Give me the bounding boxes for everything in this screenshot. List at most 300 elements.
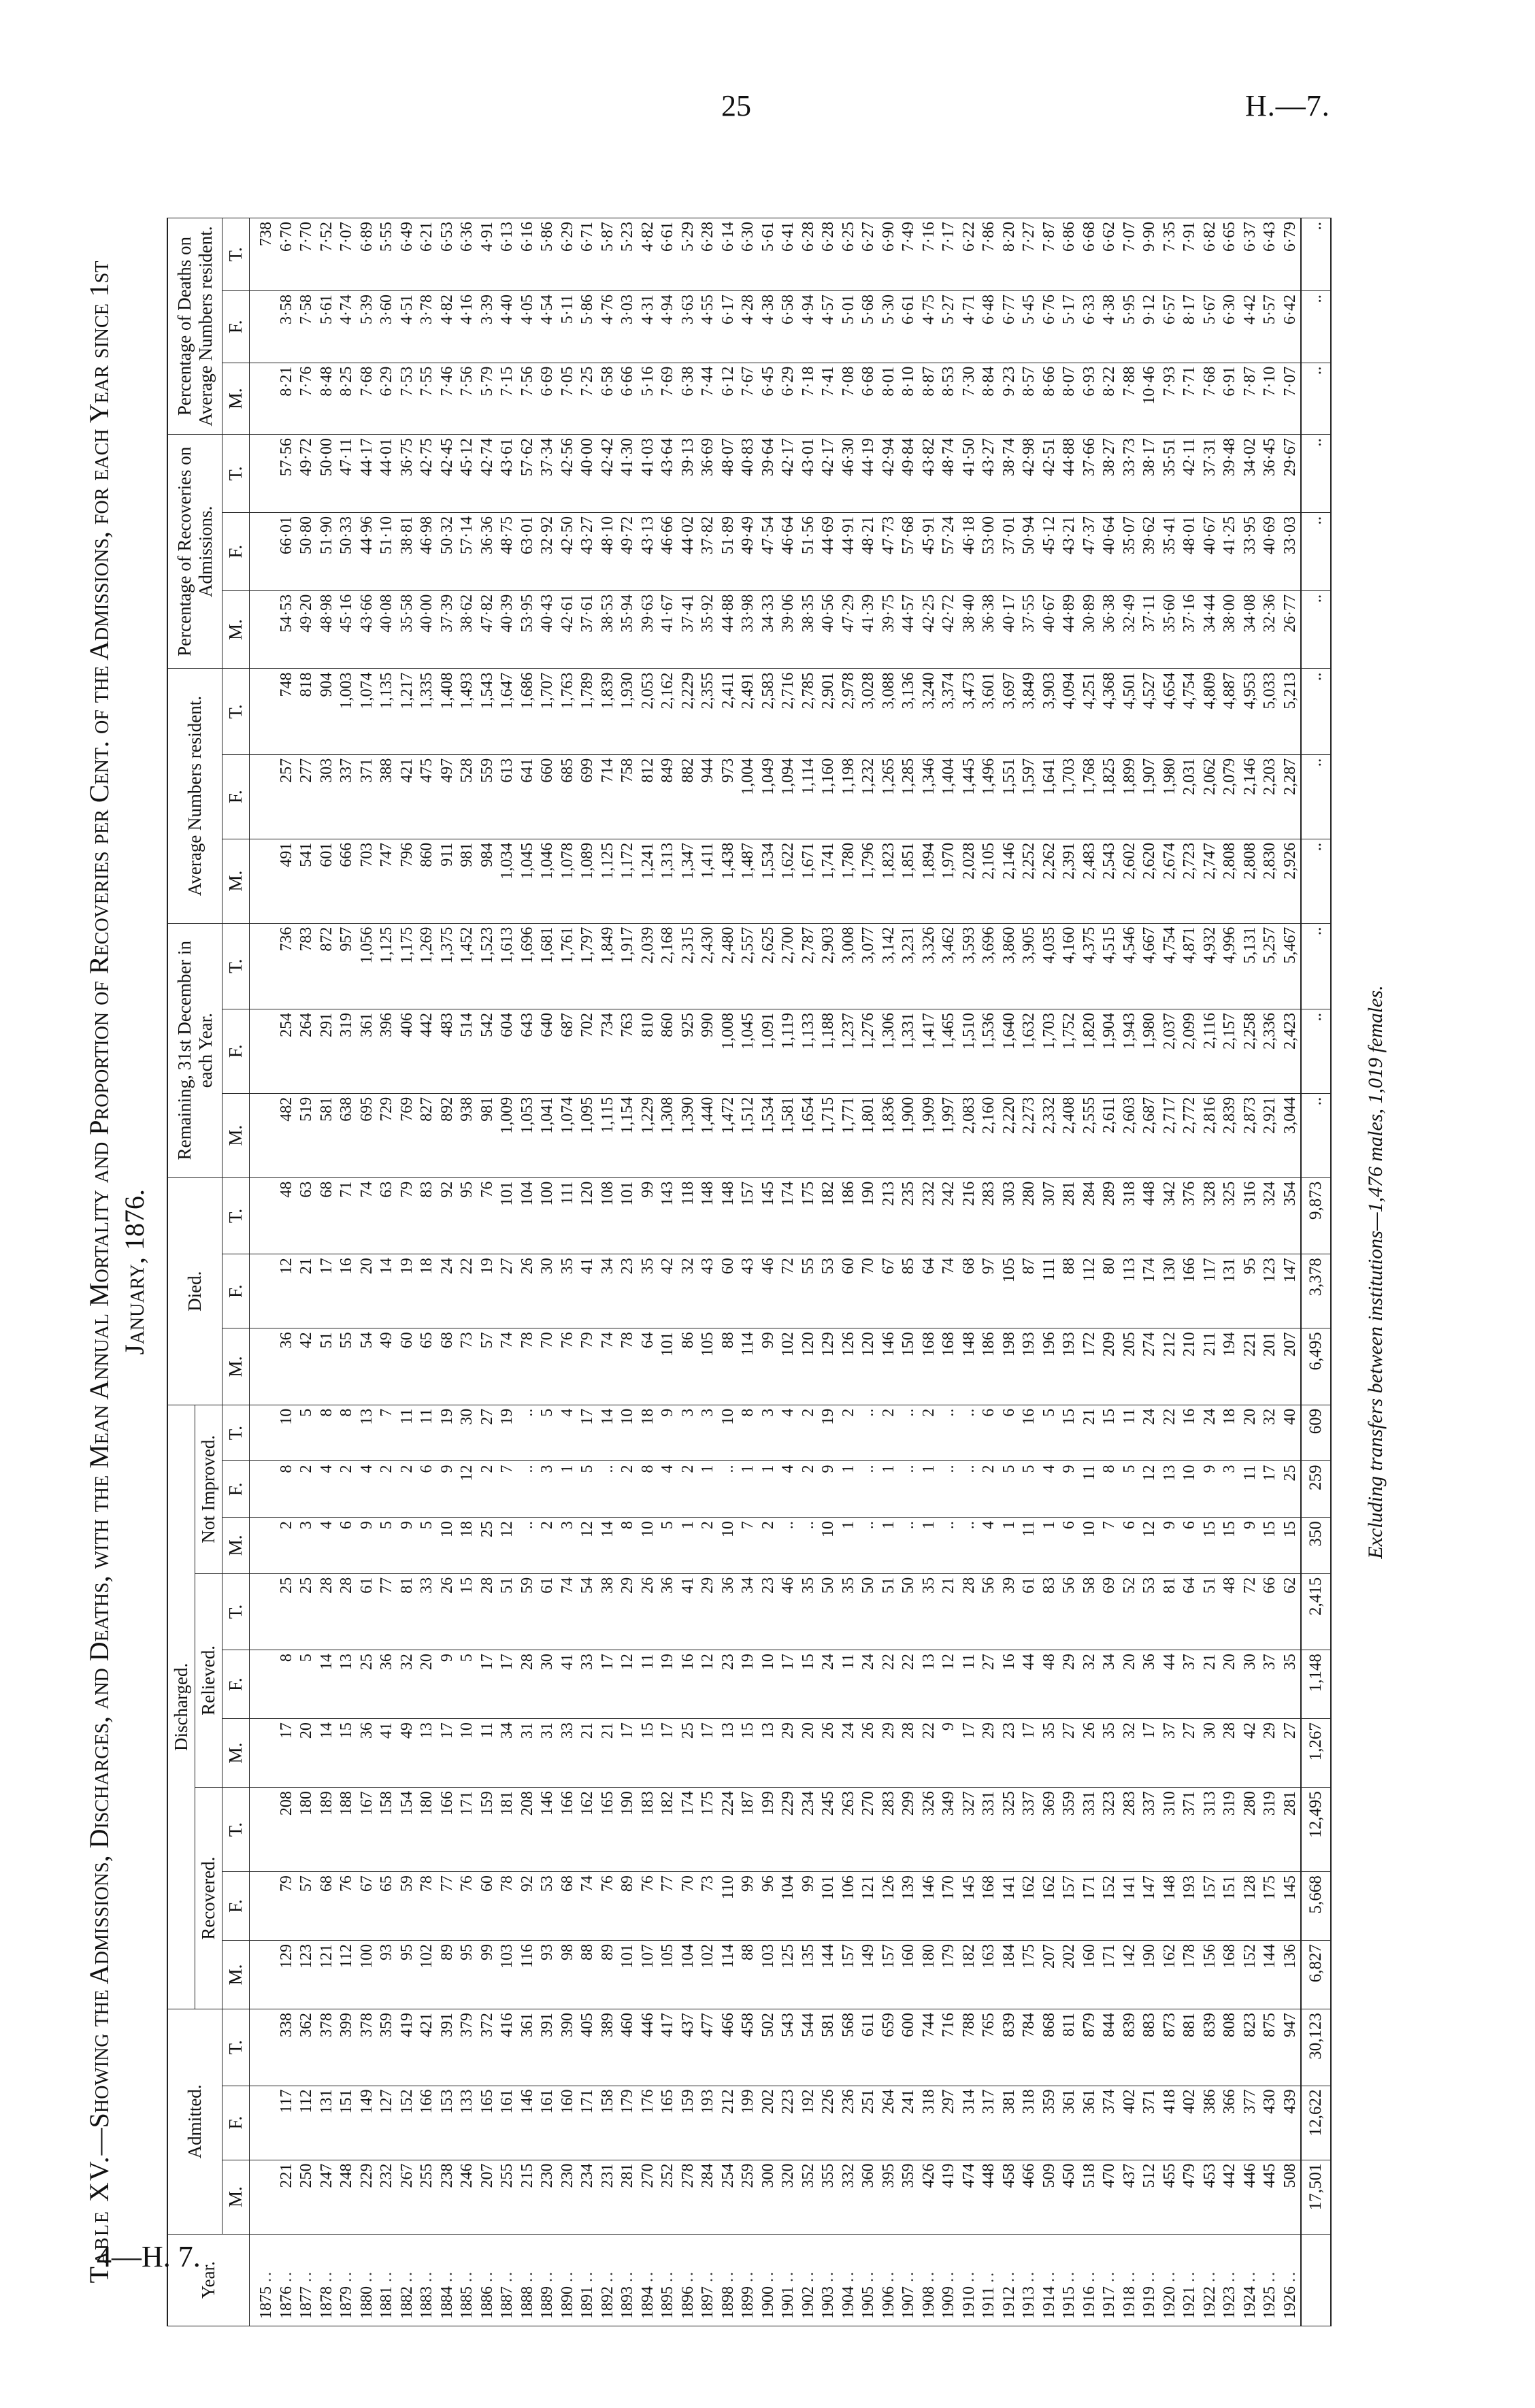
table-cell: 6·21 [417, 218, 438, 291]
table-cell: 16 [678, 1650, 699, 1719]
table-cell: 221 [1240, 1328, 1261, 1405]
table-cell: 241 [899, 2086, 919, 2160]
table-cell: 21 [578, 1719, 598, 1788]
table-cell: 36·75 [397, 435, 418, 513]
table-cell: 76 [558, 1328, 578, 1405]
table-cell: 11 [638, 1650, 659, 1719]
table-cell: 1,823 [879, 839, 899, 923]
table-cell: 46 [759, 1254, 779, 1328]
table-cell: 54 [357, 1328, 378, 1405]
table-cell: 4 [357, 1461, 378, 1518]
table-cell: 839 [1000, 2009, 1020, 2086]
year-cell [438, 2234, 458, 2326]
table-cell: 4,160 [1059, 923, 1080, 1009]
table-cell: 235 [899, 1177, 919, 1254]
year-cell [778, 2234, 799, 2326]
table-row [899, 218, 919, 2326]
table-cell: 49·49 [738, 512, 759, 590]
table-cell: 212 [1160, 1328, 1181, 1405]
table-cell: .. [899, 1518, 919, 1574]
table-cell: 144 [819, 1941, 839, 2009]
table-cell: 1,632 [1019, 1009, 1040, 1093]
table-cell: 62 [1281, 1573, 1302, 1650]
header-recovered: Recovered. [195, 1788, 222, 2009]
table-cell: 24 [819, 1650, 839, 1719]
year-value: 1922 [1200, 2286, 1219, 2319]
table-cell: .. [719, 1461, 739, 1518]
table-cell: 103 [759, 1941, 779, 2009]
year-cell [859, 2234, 879, 2326]
table-cell: 7·91 [1180, 218, 1200, 291]
table-cell: 439 [1281, 2086, 1302, 2160]
table-cell: 26 [819, 1719, 839, 1788]
table-cell: 543 [778, 2009, 799, 2086]
table-cell: 765 [979, 2009, 1000, 2086]
year-cell [1281, 2234, 1302, 2326]
table-cell: 389 [598, 2009, 618, 2086]
table-cell: 117 [1200, 1254, 1221, 1328]
table-cell: 1,346 [919, 754, 940, 839]
table-cell: 63·01 [518, 512, 538, 590]
table-cell: 44·57 [899, 590, 919, 669]
year-value: 1891 [578, 2286, 596, 2319]
leader-dots: .. [498, 2270, 516, 2282]
table-cell: 442 [1220, 2160, 1240, 2234]
table-cell: 784 [1019, 2009, 1040, 2086]
table-cell: 78 [497, 1872, 518, 1941]
table-cell: 46·98 [417, 512, 438, 590]
leader-dots: .. [1221, 2270, 1238, 2282]
table-cell: 4 [558, 1405, 578, 1461]
table-cell: 6·69 [538, 363, 558, 435]
table-cell: 3,860 [1000, 923, 1020, 1009]
table-cell: 810 [638, 1009, 659, 1093]
leader-dots: .. [759, 2270, 777, 2282]
table-cell: 105 [658, 1941, 678, 2009]
table-cell: 36·45 [1260, 435, 1281, 513]
table-cell: 13 [759, 1719, 779, 1788]
table-cell: 61 [357, 1573, 378, 1650]
table-row [738, 218, 759, 2326]
table-cell: 327 [959, 1788, 980, 1872]
year-value: 1915 [1060, 2286, 1078, 2319]
table-cell: 231 [598, 2160, 618, 2234]
table-cell: 42·56 [558, 435, 578, 513]
table-cell: 77 [658, 1872, 678, 1941]
year-cell [658, 2234, 678, 2326]
table-row [1220, 218, 1240, 2326]
table-cell: 34·33 [759, 590, 779, 669]
table-cell: 4,932 [1200, 923, 1221, 1009]
table-cell: 78 [618, 1328, 638, 1405]
table-cell: 6·27 [859, 218, 879, 291]
table-cell: 325 [1220, 1177, 1240, 1254]
table-cell: 29 [778, 1719, 799, 1788]
table-cell: 1 [919, 1518, 940, 1574]
table-cell: 41 [578, 1254, 598, 1328]
table-cell: 76 [457, 1872, 478, 1941]
table-cell: 1,472 [719, 1093, 739, 1177]
table-cell: 15 [638, 1719, 659, 1788]
table-cell: 283 [1120, 1788, 1140, 1872]
table-cell: 36 [1140, 1650, 1160, 1719]
table-cell: 170 [939, 1872, 959, 1941]
leader-dots: .. [638, 2270, 657, 2282]
table-cell: 3,326 [919, 923, 940, 1009]
table-cell: 6·62 [1100, 218, 1120, 291]
table-cell: 37·01 [1000, 512, 1020, 590]
table-cell: 1,613 [497, 923, 518, 1009]
table-cell: 280 [1240, 1788, 1261, 1872]
year-value: 1926 [1281, 2286, 1299, 2319]
year-value: 1911 [980, 2286, 997, 2319]
table-cell: 23 [618, 1254, 638, 1328]
table-cell: 7·30 [959, 363, 980, 435]
table-cell: 53·95 [518, 590, 538, 669]
table-cell: 1,970 [939, 839, 959, 923]
table-cell: 34 [598, 1254, 618, 1328]
year-value: 1918 [1120, 2286, 1138, 2319]
table-cell: 1,034 [497, 839, 518, 923]
table-cell: 2,491 [738, 669, 759, 754]
total-cell: 17,501 [1301, 2160, 1331, 2234]
table-cell: 42 [1240, 1719, 1261, 1788]
table-cell: 35·60 [1160, 590, 1181, 669]
leader-dots: .. [980, 2270, 997, 2283]
table-cell: 43·21 [1059, 512, 1080, 590]
table-cell: 2 [678, 1461, 699, 1518]
table-cell: 20 [357, 1254, 378, 1328]
table-cell: 1,825 [1100, 754, 1120, 839]
table-cell: 430 [1260, 2086, 1281, 2160]
table-cell: 46·30 [839, 435, 859, 513]
table-cell: 174 [778, 1177, 799, 1254]
table-cell: 9 [1200, 1461, 1221, 1518]
table-cell: 3·03 [618, 291, 638, 363]
table-cell: 1 [759, 1461, 779, 1518]
table-cell: 1,198 [839, 754, 859, 839]
table-cell: 98 [558, 1941, 578, 2009]
table-cell: 421 [417, 2009, 438, 2086]
table-cell: 35·58 [397, 590, 418, 669]
total-cell: .. [1301, 218, 1331, 291]
table-cell: 101 [497, 1177, 518, 1254]
table-cell: 1,404 [939, 754, 959, 839]
total-cell: .. [1301, 291, 1331, 363]
table-row [698, 218, 719, 2326]
table-cell: 50·80 [297, 512, 317, 590]
table-cell: 2,168 [658, 923, 678, 1009]
table-cell: 14 [598, 1405, 618, 1461]
table-cell: 2 [698, 1518, 719, 1574]
totals-row [1301, 218, 1331, 2326]
table-cell: 396 [377, 1009, 397, 1093]
year-value: 1892 [598, 2286, 616, 2319]
table-cell: 17 [618, 1719, 638, 1788]
year-cell [1240, 2234, 1261, 2326]
table-cell: 5,257 [1260, 923, 1281, 1009]
table-cell: 15 [337, 1719, 357, 1788]
table-cell: 7·10 [1260, 363, 1281, 435]
table-cell: 371 [357, 754, 378, 839]
table-cell: 50·00 [317, 435, 337, 513]
table-cell: 57 [478, 1328, 498, 1405]
total-cell: 259 [1301, 1461, 1331, 1518]
table-cell: 21 [598, 1719, 618, 1788]
table-cell: 184 [1000, 1941, 1020, 2009]
year-cell [397, 2234, 418, 2326]
table-cell: 102 [698, 1941, 719, 2009]
year-value: 1882 [397, 2286, 416, 2319]
table-cell: 166 [438, 1788, 458, 1872]
total-cell: .. [1301, 590, 1331, 669]
table-cell: 6·12 [719, 363, 739, 435]
table-cell: 59 [397, 1872, 418, 1941]
table-row [377, 218, 397, 2326]
table-cell [250, 839, 277, 923]
table-cell: 758 [618, 754, 638, 839]
table-cell: 40 [1281, 1405, 1302, 1461]
table-cell: 32·92 [538, 512, 558, 590]
table-cell: 42·51 [1040, 435, 1060, 513]
table-cell: 277 [297, 754, 317, 839]
table-cell: 1,269 [417, 923, 438, 1009]
table-cell: 4 [317, 1518, 337, 1574]
table-cell: 50·94 [1019, 512, 1040, 590]
table-cell: 5·68 [859, 291, 879, 363]
table-cell: 67 [879, 1254, 899, 1328]
table-cell: 319 [1220, 1788, 1240, 1872]
table-cell: 734 [598, 1009, 618, 1093]
table-cell: 38·17 [1140, 435, 1160, 513]
table-cell: 1,980 [1160, 754, 1181, 839]
subheader-m: M. [222, 1719, 250, 1788]
table-cell: 1,647 [497, 669, 518, 754]
table-cell: 568 [839, 2009, 859, 2086]
table-cell: 32·49 [1120, 590, 1140, 669]
leader-dots: .. [659, 2270, 676, 2282]
table-cell: 171 [578, 2086, 598, 2160]
table-cell: 106 [839, 1872, 859, 1941]
table-cell: 1,771 [839, 1093, 859, 1177]
table-cell: 2 [759, 1518, 779, 1574]
table-cell: 232 [377, 2160, 397, 2234]
table-cell: 1,135 [377, 669, 397, 754]
subheader-t: T. [222, 669, 250, 754]
table-cell: 1 [879, 1461, 899, 1518]
table-cell: 201 [1260, 1328, 1281, 1405]
table-cell: 44·88 [719, 590, 739, 669]
table-cell: 4·57 [819, 291, 839, 363]
table-cell: 2 [538, 1518, 558, 1574]
table-cell: 514 [457, 1009, 478, 1093]
table-cell: 105 [1000, 1254, 1020, 1328]
leader-dots: .. [799, 2270, 817, 2282]
table-cell: 613 [497, 754, 518, 839]
table-cell: 35 [1040, 1719, 1060, 1788]
table-cell: 687 [558, 1009, 578, 1093]
table-cell: 25 [478, 1518, 498, 1574]
table-cell: 14 [317, 1650, 337, 1719]
table-cell: 17 [1140, 1719, 1160, 1788]
table-cell: 402 [1120, 2086, 1140, 2160]
table-cell: 1,125 [377, 923, 397, 1009]
table-cell: 37·39 [438, 590, 458, 669]
table-cell: 35·94 [618, 590, 638, 669]
table-cell: 76 [598, 1872, 618, 1941]
table-cell: 19 [738, 1650, 759, 1719]
table-cell: 123 [1260, 1254, 1281, 1328]
table-cell: 6·28 [819, 218, 839, 291]
subheader-m: M. [222, 1093, 250, 1177]
table-cell: 212 [719, 2086, 739, 2160]
table-cell: 36·69 [698, 435, 719, 513]
table-cell: 26 [438, 1573, 458, 1650]
table-cell: 234 [578, 2160, 598, 2234]
table-cell: 25 [678, 1719, 699, 1788]
subheader-f: F. [222, 291, 250, 363]
leader-dots: .. [739, 2270, 757, 2282]
table-cell: 1,523 [478, 923, 498, 1009]
table-cell: 42·72 [939, 590, 959, 669]
table-cell: 7·49 [899, 218, 919, 291]
table-cell: 254 [719, 2160, 739, 2234]
table-cell: 395 [879, 2160, 899, 2234]
table-cell: 4·71 [959, 291, 980, 363]
table-cell: 207 [1040, 1941, 1060, 2009]
table-cell: 17 [478, 1650, 498, 1719]
year-value: 1889 [538, 2286, 556, 2319]
table-cell: 1,375 [438, 923, 458, 1009]
table-cell: 1,125 [598, 839, 618, 923]
year-cell [939, 2234, 959, 2326]
table-row [799, 218, 819, 2326]
table-cell: 17 [578, 1405, 598, 1461]
table-cell: 2,903 [819, 923, 839, 1009]
table-cell: 51 [497, 1573, 518, 1650]
table-cell: 5·55 [377, 218, 397, 291]
table-number: Table XV. [84, 2155, 114, 2284]
table-cell: 52 [1120, 1573, 1140, 1650]
table-cell: 1,789 [578, 669, 598, 754]
table-cell: 2,423 [1281, 1009, 1302, 1093]
table-cell: 70 [538, 1328, 558, 1405]
table-cell: 238 [438, 2160, 458, 2234]
table-cell: 43·01 [799, 435, 819, 513]
table-cell: 20 [799, 1719, 819, 1788]
table-cell: 1,445 [959, 754, 980, 839]
table-cell: 19 [397, 1254, 418, 1328]
table-cell: 51·10 [377, 512, 397, 590]
table-cell: 160 [899, 1941, 919, 2009]
table-cell: 49·20 [297, 590, 317, 669]
table-cell: 944 [698, 754, 719, 839]
table-cell: 12 [277, 1254, 297, 1328]
subheader-t: T. [222, 2009, 250, 2086]
table-cell: 51 [1200, 1573, 1221, 1650]
year-cell [1200, 2234, 1221, 2326]
table-cell: 95 [457, 1941, 478, 2009]
table-cell: 58 [1080, 1573, 1100, 1650]
table-cell: 2,336 [1260, 1009, 1281, 1093]
table-cell: 16 [1000, 1650, 1020, 1719]
year-cell [618, 2234, 638, 2326]
year-cell [457, 2234, 478, 2326]
table-cell: 131 [317, 2086, 337, 2160]
table-cell: 13 [1160, 1461, 1181, 1518]
table-cell: 1,640 [1000, 1009, 1020, 1093]
table-cell: 4,754 [1160, 923, 1181, 1009]
table-cell: 6·25 [839, 218, 859, 291]
table-cell: 15 [1100, 1405, 1120, 1461]
table-cell: 267 [397, 2160, 418, 2234]
table-cell: 32 [1080, 1650, 1100, 1719]
table-cell: 117 [277, 2086, 297, 2160]
table-cell: 35·51 [1160, 435, 1181, 513]
table-cell: .. [859, 1405, 879, 1461]
table-cell: 1,133 [799, 1009, 819, 1093]
table-cell: 1,768 [1080, 754, 1100, 839]
table-cell: 48 [1220, 1573, 1240, 1650]
table-cell: .. [899, 1405, 919, 1461]
table-cell: 2,620 [1140, 839, 1160, 923]
year-cell [799, 2234, 819, 2326]
table-cell: 108 [598, 1177, 618, 1254]
table-cell: 1,597 [1019, 754, 1040, 839]
table-cell: 33·03 [1281, 512, 1302, 590]
table-row [297, 218, 317, 2326]
table-cell: 3,077 [859, 923, 879, 1009]
table-cell: 87 [1019, 1254, 1040, 1328]
table-cell: 44·91 [839, 512, 859, 590]
table-cell: 7·27 [1019, 218, 1040, 291]
table-cell: 5 [297, 1650, 317, 1719]
table-cell: 20 [1120, 1650, 1140, 1719]
year-value: 1907 [899, 2286, 917, 2319]
year-cell [959, 2234, 980, 2326]
total-cell: 9,873 [1301, 1177, 1331, 1254]
table-cell: 232 [919, 1177, 940, 1254]
table-cell: 38·62 [457, 590, 478, 669]
table-cell: 187 [738, 1788, 759, 1872]
table-cell: 4·40 [497, 291, 518, 363]
table-cell: 74 [939, 1254, 959, 1328]
table-cell: 223 [778, 2086, 799, 2160]
table-cell: 51·56 [799, 512, 819, 590]
table-cell: 174 [1140, 1254, 1160, 1328]
table-cell: 5,213 [1281, 669, 1302, 754]
table-cell: 3 [1220, 1461, 1240, 1518]
table-cell: 6 [337, 1518, 357, 1574]
table-cell: 6·71 [578, 218, 598, 291]
leader-dots: .. [819, 2270, 837, 2282]
table-row [1120, 218, 1140, 2326]
total-cell: .. [1301, 1093, 1331, 1177]
table-cell: 50 [859, 1573, 879, 1650]
table-cell: 13 [337, 1650, 357, 1719]
table-cell: 53 [538, 1872, 558, 1941]
table-cell: 76 [478, 1177, 498, 1254]
table-cell: 448 [1140, 1177, 1160, 1254]
table-cell: 643 [518, 1009, 538, 1093]
table-cell: 149 [357, 2086, 378, 2160]
header-admitted: Admitted. [167, 2009, 222, 2235]
table-cell: 48·10 [598, 512, 618, 590]
total-cell: 30,123 [1301, 2009, 1331, 2086]
table-cell: 1,237 [839, 1009, 859, 1093]
table-cell: 34 [497, 1719, 518, 1788]
table-cell: 445 [1260, 2160, 1281, 2234]
